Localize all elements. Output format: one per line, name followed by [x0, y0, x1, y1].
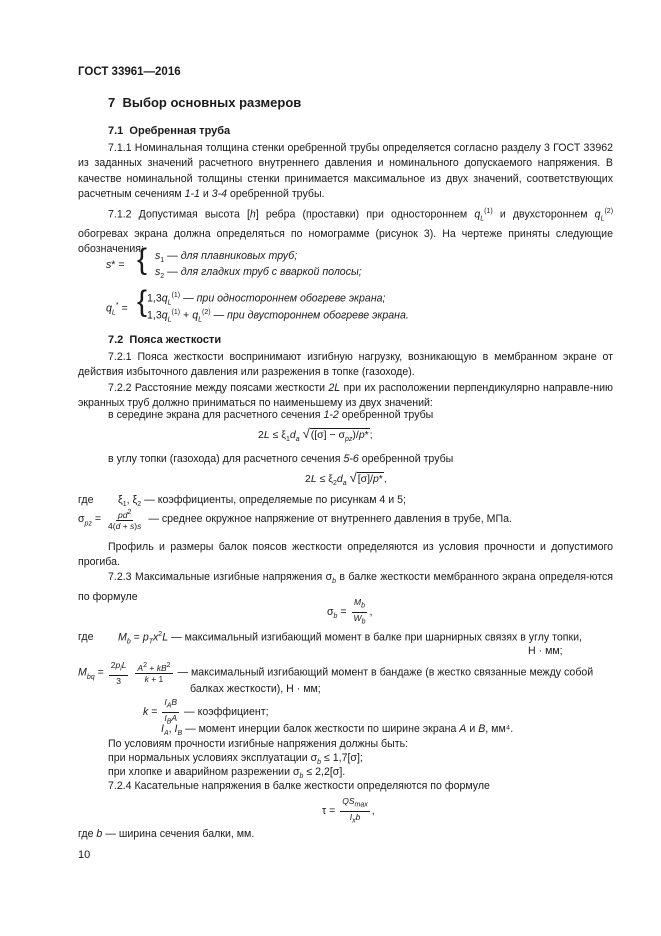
formula-2l-mid: $2L \le \xi_1d_a$ $√([\sigma] - \sigma_{pz})/p*$;: [258, 426, 373, 444]
formula-2l-corner: $2L \le \xi_2d_a$ √[σ]/p*,: [305, 470, 387, 488]
where-label-2: где: [78, 631, 94, 643]
paragraph-7-2-2: 7.2.2 Расстояние между поясами жесткости 2L при их расположении перпендикулярно направле-нию экранных труб должно приниматься по наименьшему из двух значений:: [78, 382, 613, 410]
s-star-brace: {: [137, 243, 148, 276]
paragraph-7-1-1: 7.1.1 Номинальная толщина стенки оребренной трубы определяется согласно разделу 3 ГОСТ 33962 из заданных значений расчетного внутреннего давления и номинального допускаемого напряжения. В качестве номинальной толщины стенки принимается максимальное из двух значений, соответствующих расчетным сечениям 1-1 и 3-4 оребренной трубы.: [78, 142, 613, 201]
section-number: 7: [108, 95, 116, 110]
q-star-symbol: $q_L^*$ =: [106, 302, 128, 317]
bang-condition: при хлопке и аварийном разрежении $\sigma_b \le 2,2[\sigma]$.: [108, 766, 346, 781]
mb-definition: $M_b = p_Tx^2L$ — максимальный изгибающий момент в балке при шарнирных связях в углу топки,: [118, 631, 582, 646]
page-number: 10: [78, 849, 91, 861]
xi-definition: $\xi_1$, $\xi_2$ — коэффициенты, определяемые по рисункам 4 и 5;: [118, 494, 406, 509]
subsection-7-2-heading: 7.2 Пояса жесткости: [108, 334, 222, 346]
mbq-definition: $M_{bq}$ = $\frac{2p_iL}{3}$ $\frac{A^2 + kB^2}{k + 1}$ — максимальный изгибающий момент в бандаже (в жестко связанные между собой: [78, 660, 594, 686]
formula-tau: τ = $\frac{QS_{max}}{I_xb}$ ,: [322, 796, 375, 825]
inertia-definition: $I_A$, $I_B$ — момент инерции балок жесткости по ширине экрана A и B, мм⁴.: [161, 723, 514, 738]
mb-unit: Н · мм;: [528, 645, 563, 657]
paragraph-7-2-4: 7.2.4 Касательные напряжения в балке жесткости определяются по формуле: [108, 780, 490, 792]
sigma-pz-definition: $\sigma_{pz}$ = $\frac{pd^2}{4(d + s)s}$ — среднее окружное напряжение от внутреннего давления в трубе, МПа.: [78, 509, 512, 531]
k-definition: k = $\frac{I_AB}{I_BA}$ — коэффициент;: [143, 697, 269, 726]
where-label: где: [78, 494, 94, 506]
section-title: [108, 95, 301, 110]
normal-condition: при нормальных условиях эксплуатации $\sigma_b \le 1,7[\sigma]$;: [108, 752, 363, 767]
q-two-side-line: $1,3q_L^{(1)} + q_L^{(2)}$ — при двустороннем обогреве экрана.: [147, 309, 409, 324]
paragraph-7-2-1: 7.2.1 Пояса жесткости воспринимают изгибную нагрузку, возникающую в мембранном экране от действия избыточного давления или разрежения в топке (газоходе).: [78, 351, 613, 379]
strength-condition: По условиям прочности изгибные напряжения должны быть:: [108, 738, 409, 750]
paragraph-7-1-2: 7.1.2 Допустимая высота [h] ребра (проставки) при одностороннем $q_L^{(1)}$ и двухстороннем $q_L^{(2)}$ обогревах экрана должна определяться по номограмме (рисунок 3). На чертеже приняты следующие обозначения:: [78, 208, 614, 256]
mbq-continuation: балках жесткости), Н · мм;: [190, 683, 321, 695]
s-star-symbol: s* =: [106, 259, 125, 271]
q-one-side-line: $1,3q_L^{(1)}$ — при одностороннем обогреве экрана;: [147, 292, 386, 307]
s-fins-line: $s_1$ — для плавниковых труб;: [155, 250, 298, 265]
document-header: ГОСТ 33961—2016: [78, 66, 181, 78]
subsection-7-1-heading: 7.1 Оребренная труба: [108, 125, 231, 137]
profile-paragraph: Профиль и размеры балок поясов жесткости определяются из условия прочности и допустимого прогиба.: [78, 541, 613, 569]
s-smooth-line: $s_2$ — для гладких труб с вваркой полосы;: [155, 266, 362, 281]
corner-text: в углу топки (газохода) для расчетного сечения 5-6 оребренной трубы: [108, 453, 454, 465]
formula-sigma-b: $\sigma_b$ = $\frac{M_b}{W_b}$ ,: [327, 597, 373, 626]
section-title-text: Выбор основных размеров: [122, 95, 302, 110]
q-star-brace: {: [137, 285, 148, 318]
mid-screen-text: в середине экрана для расчетного сечения 1-2 оребренной трубы: [108, 409, 434, 421]
b-definition: где b — ширина сечения балки, мм.: [78, 828, 255, 840]
paragraph-7-2-3: 7.2.3 Максимальные изгибные напряжения $\sigma_b$ в балке жесткости мембранного экрана определя-ются по формуле: [78, 571, 613, 603]
